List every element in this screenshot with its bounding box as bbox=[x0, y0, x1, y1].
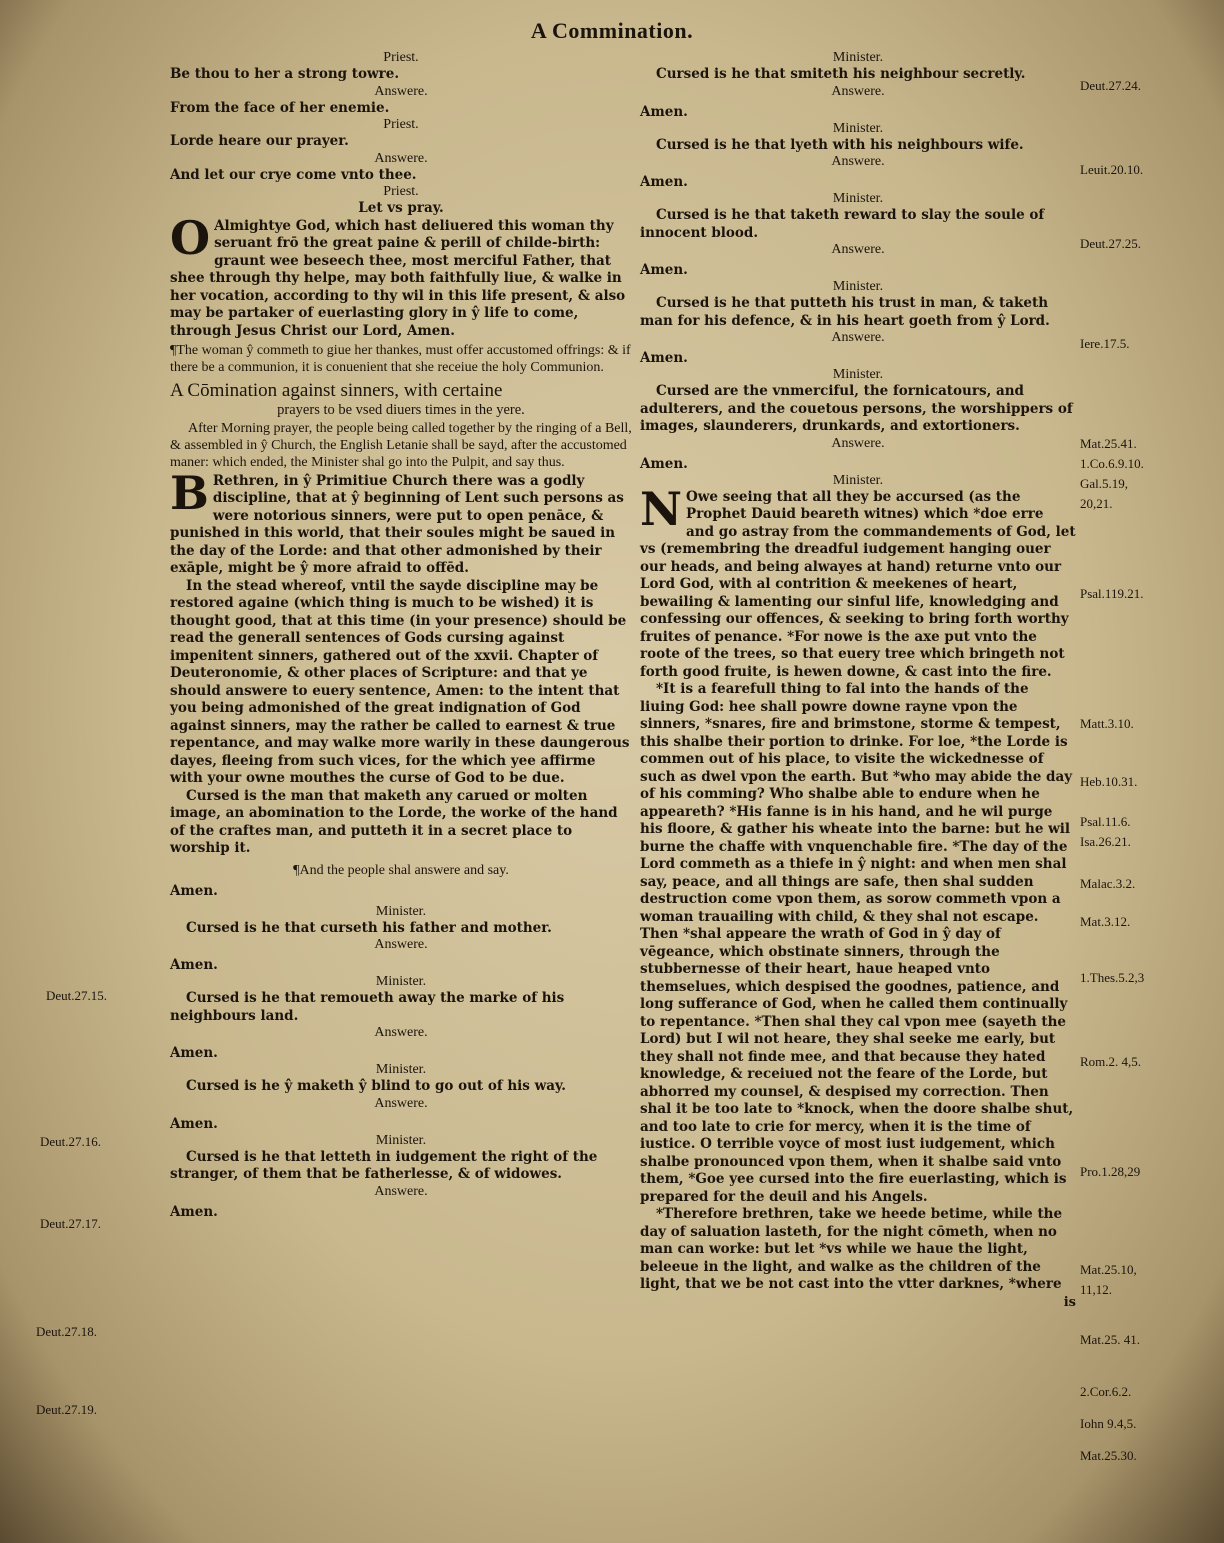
margin-reference: Deut.27.15. bbox=[46, 988, 108, 1003]
rubric-people-answer: ¶And the people shal answere and say. bbox=[293, 862, 509, 878]
speaker-priest: Priest. bbox=[383, 50, 419, 65]
margin-reference: Deut.27.19. bbox=[36, 1402, 98, 1417]
curse-sentence: Cursed is he that remoueth away the marke of his neighbours land. bbox=[170, 990, 565, 1024]
amen: Amen. bbox=[640, 350, 688, 366]
right-column bbox=[640, 50, 1076, 1311]
margin-reference: Deut.27.16. bbox=[40, 1134, 102, 1149]
margin-reference: Deut.27.25. bbox=[1080, 236, 1142, 251]
margin-reference: Psal.11.6. bbox=[1080, 814, 1131, 829]
exhortation-paragraph: *It is a fearefull thing to fal into the hands of the liuing God: hee shall powre downe rayne vpon the sinners, *snares, fire and brimstone, storme & tempest, this shalbe their portion to drinke. For loe, *the Lorde is commen out of his place, to visite the wickednesse of such as dwel vpon the earth. But *who may abide the day of his comming? Who shalbe able to endure when he appeareth? *His fanne is in his hand, and he wil purge his floore, & gather his wheate into the barne: but he wil burne the chaffe with vnquenchable fire. *The day of the Lord commeth as a thiefe in ŷ night: and when men shal say, peace, and all things are safe, then shal sudden destruction come vpon them, as sorow commeth vpon a woman trauailing with child, & they shal not escape. Then *shal appeare the wrath of God in ŷ day of vēgeance, which obstinate sinners, through the stubbernesse of their heart, haue heaped vnto themselues, which despised the goodnes, patience, and long sufferance of God, when he called them continually to repentance. *Then shal they cal vpon mee (sayeth the Lord) but I wil not heare, they shal seeke me early, but they shall not finde mee, and that because they hated knowledge, & receiued not the feare of the Lorde, but abhorred my counsel, & despised my correction. Then shal it be too late to *knock, when the doore shalbe shut, and too late to crie for mercy, when it is the time of iustice. O terrible voyce of most iust iudgement, which shalbe pronounced vpon them, when it shalbe said vnto them, *Goe yee cursed into the fire euerlasting, which is prepared for the deuil and his Angels. bbox=[640, 681, 1074, 1205]
margin-reference: Pro.1.28,29 bbox=[1080, 1164, 1141, 1179]
response: From the face of her enemie. bbox=[170, 99, 390, 116]
drop-cap: N bbox=[640, 481, 683, 536]
speaker-minister: Minister. bbox=[832, 191, 884, 206]
speaker-minister: Minister. bbox=[832, 120, 884, 136]
exhortation bbox=[170, 465, 632, 578]
margin-reference: Isa.26.21. bbox=[1080, 834, 1131, 849]
versicle: Lorde heare our prayer. bbox=[170, 133, 349, 149]
curse-sentence: Cursed is he that putteth his trust in man, & taketh man for his defence, & in his heart goeth from ŷ Lord. bbox=[640, 295, 1050, 329]
speaker-answere: Answere. bbox=[374, 150, 428, 166]
running-head: A Commination. bbox=[530, 18, 694, 43]
speaker-minister: Minister. bbox=[832, 367, 884, 382]
exhortation-paragraph: In the stead whereof, vntil the sayde discipline may be restored againe (which thing is much to be wished) it is thought good, that at this time (in your presence) should be read the generall sentences of Gods cursing against impenitent sinners, gathered out of the xxvii. Chapter of Deuteronomie, & other places of Scripture: and that ye should answere to euery sentence, Amen: to the intent that you being admonished of the great indignation of God against sinners, may the rather be called to earnest & true repentance, and may walke more warily in these daungerous dayes, fleeing from such vices, for the which yee affirme with your owne mouthes the curse of God to be due. bbox=[170, 577, 630, 786]
speaker-answere: Answere. bbox=[374, 83, 428, 99]
margin-reference: 2.Cor.6.2. bbox=[1080, 1384, 1132, 1399]
speaker-priest: Priest. bbox=[383, 184, 419, 199]
rubric-offerings: ¶The woman ŷ commeth to giue her thankes, must offer accustomed offrings: & if there be a communion, it is conuenient that she receiue the holy Communion. bbox=[170, 343, 631, 375]
versicle: Be thou to her a strong towre. bbox=[170, 66, 400, 82]
amen: Amen. bbox=[170, 1203, 218, 1220]
margin-reference: Psal.119.21. bbox=[1080, 586, 1144, 601]
left-column bbox=[170, 50, 632, 1221]
amen: Amen. bbox=[170, 882, 218, 899]
drop-cap: O bbox=[170, 210, 211, 265]
margin-reference: 20,21. bbox=[1080, 496, 1113, 511]
curse-sentence: Cursed is he that smiteth his neighbour secretly. bbox=[656, 66, 1026, 82]
speaker-minister: Minister. bbox=[375, 1132, 427, 1148]
margin-reference: Matt.3.10. bbox=[1080, 716, 1134, 731]
curse-sentence: Cursed is he that taketh reward to slay the soule of innocent blood. bbox=[640, 207, 1045, 241]
let-us-pray: Let vs pray. bbox=[358, 200, 444, 216]
margin-reference: Deut.27.17. bbox=[40, 1216, 102, 1231]
speaker-answere: Answere. bbox=[831, 330, 885, 345]
prayer-text: Almightye God, which hast deliuered this woman thy seruant frō the great paine & perill of childe-birth: graunt wee beseech thee, most merciful Father, that shee through thy helpe, may both faithfully liue, & walke in her vocation, according to thy wil in this life present, & also may be partaker of euerlasting glory in ŷ life to come, through Jesus Christ our Lord, Amen. bbox=[170, 217, 626, 339]
exhortation-text: Owe seeing that all they be accursed (as the Prophet Dauid beareth witnes) which *doe erre and go astray from the commandements of God, let vs (remembring the dreadful iudgement hanging ouer our heads, and being alwayes at hand) returne vnto our Lord God, with al contrition & meekenes of heart, bewailing & lamenting our sinful life, knowledging and confessing our offences, & seeking to bring forth worthy fruites of penance. *For nowe is the axe put vnto the roote of the trees, so that euery tree which bringeth not forth good fruite, is hewen downe, & cast into the fire. bbox=[640, 488, 1076, 680]
catchword: is bbox=[1063, 1294, 1076, 1310]
speaker-answere: Answere. bbox=[374, 1183, 428, 1199]
margin-reference: Mat.3.12. bbox=[1080, 914, 1131, 929]
response: And let our crye come vnto thee. bbox=[170, 166, 417, 183]
amen: Amen. bbox=[640, 455, 688, 472]
speaker-minister: Minister. bbox=[375, 1062, 427, 1077]
speaker-answere: Answere. bbox=[374, 1095, 428, 1111]
speaker-answere: Answere. bbox=[831, 435, 885, 451]
margin-reference: Mat.25.30. bbox=[1080, 1448, 1137, 1463]
margin-reference: Deut.27.18. bbox=[36, 1324, 98, 1339]
speaker-minister: Minister. bbox=[832, 50, 884, 65]
curse-sentence: Cursed is he ŷ maketh ŷ blind to go out of his way. bbox=[186, 1078, 566, 1094]
margin-reference: Mat.25.10, bbox=[1080, 1262, 1137, 1277]
rubric-morning-prayer: After Morning prayer, the people being called together by the ringing of a Bell, & assembled in ŷ Church, the English Letanie shall be sayd, after the accustomed maner: which ended, the Minister shal go into the Pulpit, and say thus. bbox=[170, 420, 632, 470]
speaker-minister: Minister. bbox=[375, 903, 427, 919]
margin-reference: Iere.17.5. bbox=[1080, 336, 1130, 351]
drop-cap: B bbox=[170, 465, 209, 520]
margin-reference: Mat.25.41. bbox=[1080, 436, 1137, 451]
amen: Amen. bbox=[640, 174, 688, 190]
speaker-answere: Answere. bbox=[374, 937, 428, 952]
amen: Amen. bbox=[170, 1115, 218, 1132]
curse-sentence: Cursed is he that curseth his father and mother. bbox=[186, 919, 552, 936]
speaker-priest: Priest. bbox=[383, 117, 419, 132]
curse-sentence: Cursed is the man that maketh any carued or molten image, an abomination to the Lorde, the worke of the hand of the craftes man, and putteth it in a secret place to worship it. bbox=[170, 787, 618, 856]
margin-reference: Rom.2. 4,5. bbox=[1080, 1054, 1142, 1069]
speaker-minister: Minister. bbox=[832, 279, 884, 294]
margin-reference: Malac.3.2. bbox=[1080, 876, 1136, 891]
margin-reference: 1.Co.6.9.10. bbox=[1080, 456, 1144, 471]
amen: Amen. bbox=[640, 262, 688, 278]
curse-sentence: Cursed is he that letteth in iudgement the right of the stranger, of them that be fatherlesse, & of widowes. bbox=[170, 1148, 598, 1182]
exhortation-paragraph: *Therefore brethren, take we heede betime, while the day of saluation lasteth, for the night cōmeth, when no man can worke: but let *vs while we haue the light, beleeue in the light, and walke as the children of the light, that we be not cast into the vtter darknes, *where bbox=[640, 1206, 1063, 1292]
margin-reference: Iohn 9.4,5. bbox=[1080, 1416, 1137, 1431]
margin-reference: Gal.5.19, bbox=[1080, 476, 1129, 491]
exhortation-paragraph bbox=[640, 481, 1076, 682]
amen: Amen. bbox=[640, 103, 688, 120]
section-heading: A Cōmination against sinners, with certaine bbox=[170, 380, 503, 401]
exhortation-text: Rethren, in ŷ Primitiue Church there was a godly discipline, that at ŷ beginning of Lent such persons as were notorious sinners, were put to open penāce, & punished in this world, that their soules might be saued in the day of the Lorde: and that other admonished by their exāple, might be ŷ more afraid to offēd. bbox=[170, 472, 624, 576]
speaker-minister: Minister. bbox=[832, 472, 884, 488]
margin-reference: Heb.10.31. bbox=[1080, 774, 1138, 789]
curse-sentence: Cursed are the vnmerciful, the fornicatours, and adulterers, and the couetous persons, the worshippers of images, slaunderers, drunkards, and extortioners. bbox=[640, 383, 1073, 434]
amen: Amen. bbox=[170, 957, 218, 973]
margin-reference: Mat.25. 41. bbox=[1080, 1332, 1140, 1347]
margin-reference: 1.Thes.5.2,3 bbox=[1080, 970, 1145, 985]
margin-reference: Leuit.20.10. bbox=[1080, 162, 1144, 177]
speaker-answere: Answere. bbox=[831, 242, 885, 257]
thanksgiving-prayer bbox=[170, 210, 632, 341]
curse-sentence: Cursed is he that lyeth with his neighbours wife. bbox=[656, 136, 1024, 153]
margin-reference: Deut.27.24. bbox=[1080, 78, 1142, 93]
amen: Amen. bbox=[170, 1045, 218, 1061]
speaker-minister: Minister. bbox=[375, 974, 427, 989]
section-subheading: prayers to be vsed diuers times in the yere. bbox=[277, 402, 525, 418]
speaker-answere: Answere. bbox=[374, 1025, 428, 1040]
speaker-answere: Answere. bbox=[831, 154, 885, 169]
speaker-answere: Answere. bbox=[831, 83, 885, 99]
margin-reference: 11,12. bbox=[1080, 1282, 1113, 1297]
